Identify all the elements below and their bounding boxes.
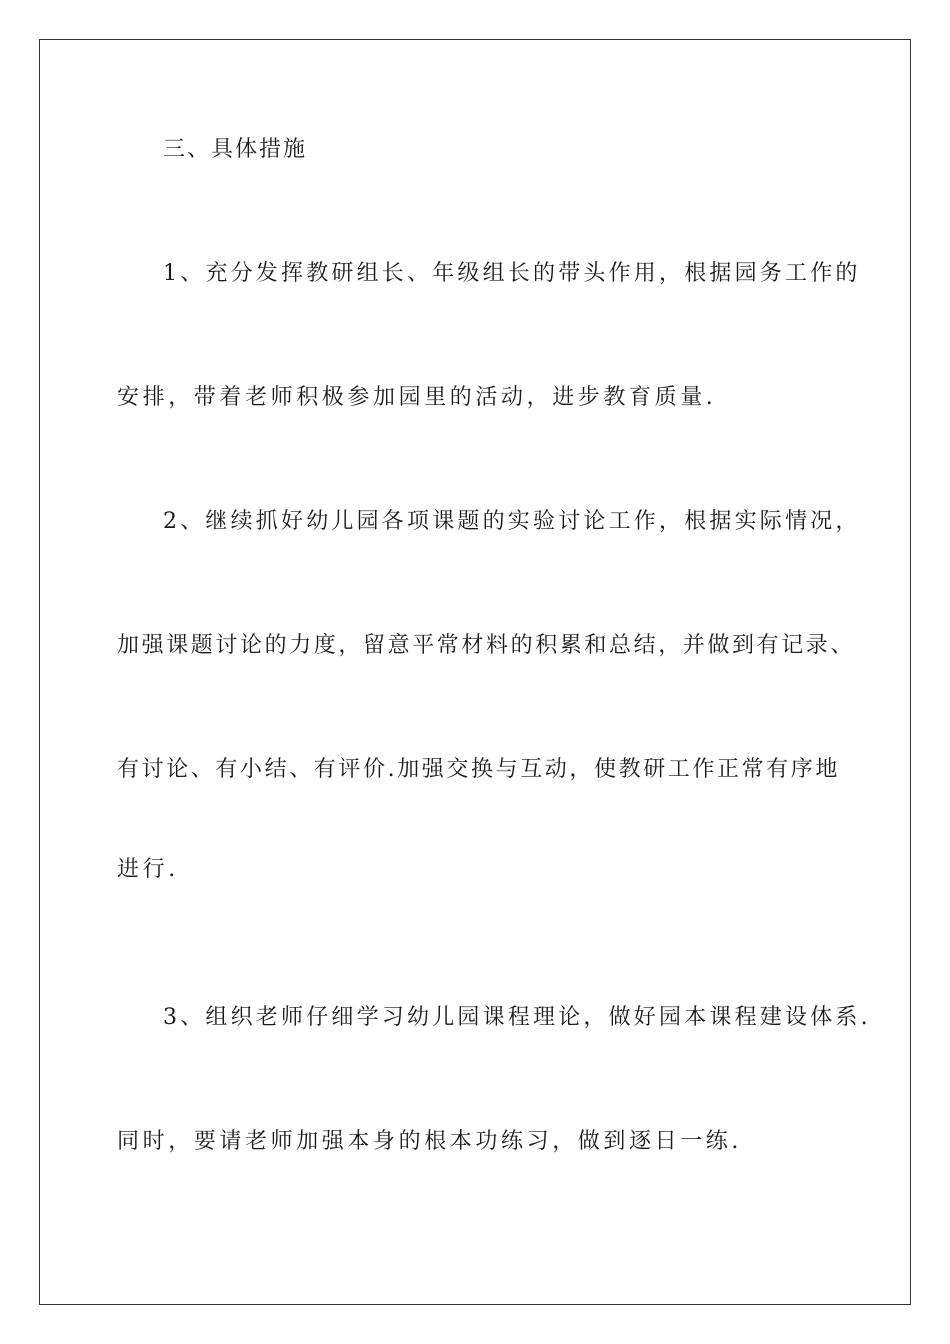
- paragraph-2-line-2: 加强课题讨论的力度，留意平常材料的积累和总结，并做到有记录、: [117, 633, 856, 658]
- paragraph-2-line-3: 有讨论、有小结、有评价.加强交换与互动，使教研工作正常有序地: [117, 757, 840, 782]
- paragraph-2-line-1: 2、继续抓好幼儿园各项课题的实验讨论工作，根据实际情况，: [163, 509, 861, 534]
- paragraph-3-line-2: 同时，要请老师加强本身的根本功练习，做到逐日一练.: [117, 1129, 742, 1154]
- paragraph-1-line-2: 安排，带着老师积极参加园里的活动，进步教育质量.: [117, 385, 717, 410]
- page-frame: [39, 39, 911, 1305]
- paragraph-2-line-4: 进行.: [117, 857, 179, 882]
- paragraph-1-line-1: 1、充分发挥教研组长、年级组长的带头作用，根据园务工作的: [163, 261, 861, 286]
- section-heading: 三、具体措施: [163, 137, 308, 162]
- paragraph-3-line-1: 3、组织老师仔细学习幼儿园课程理论，做好园本课程建设体系.: [163, 1005, 871, 1030]
